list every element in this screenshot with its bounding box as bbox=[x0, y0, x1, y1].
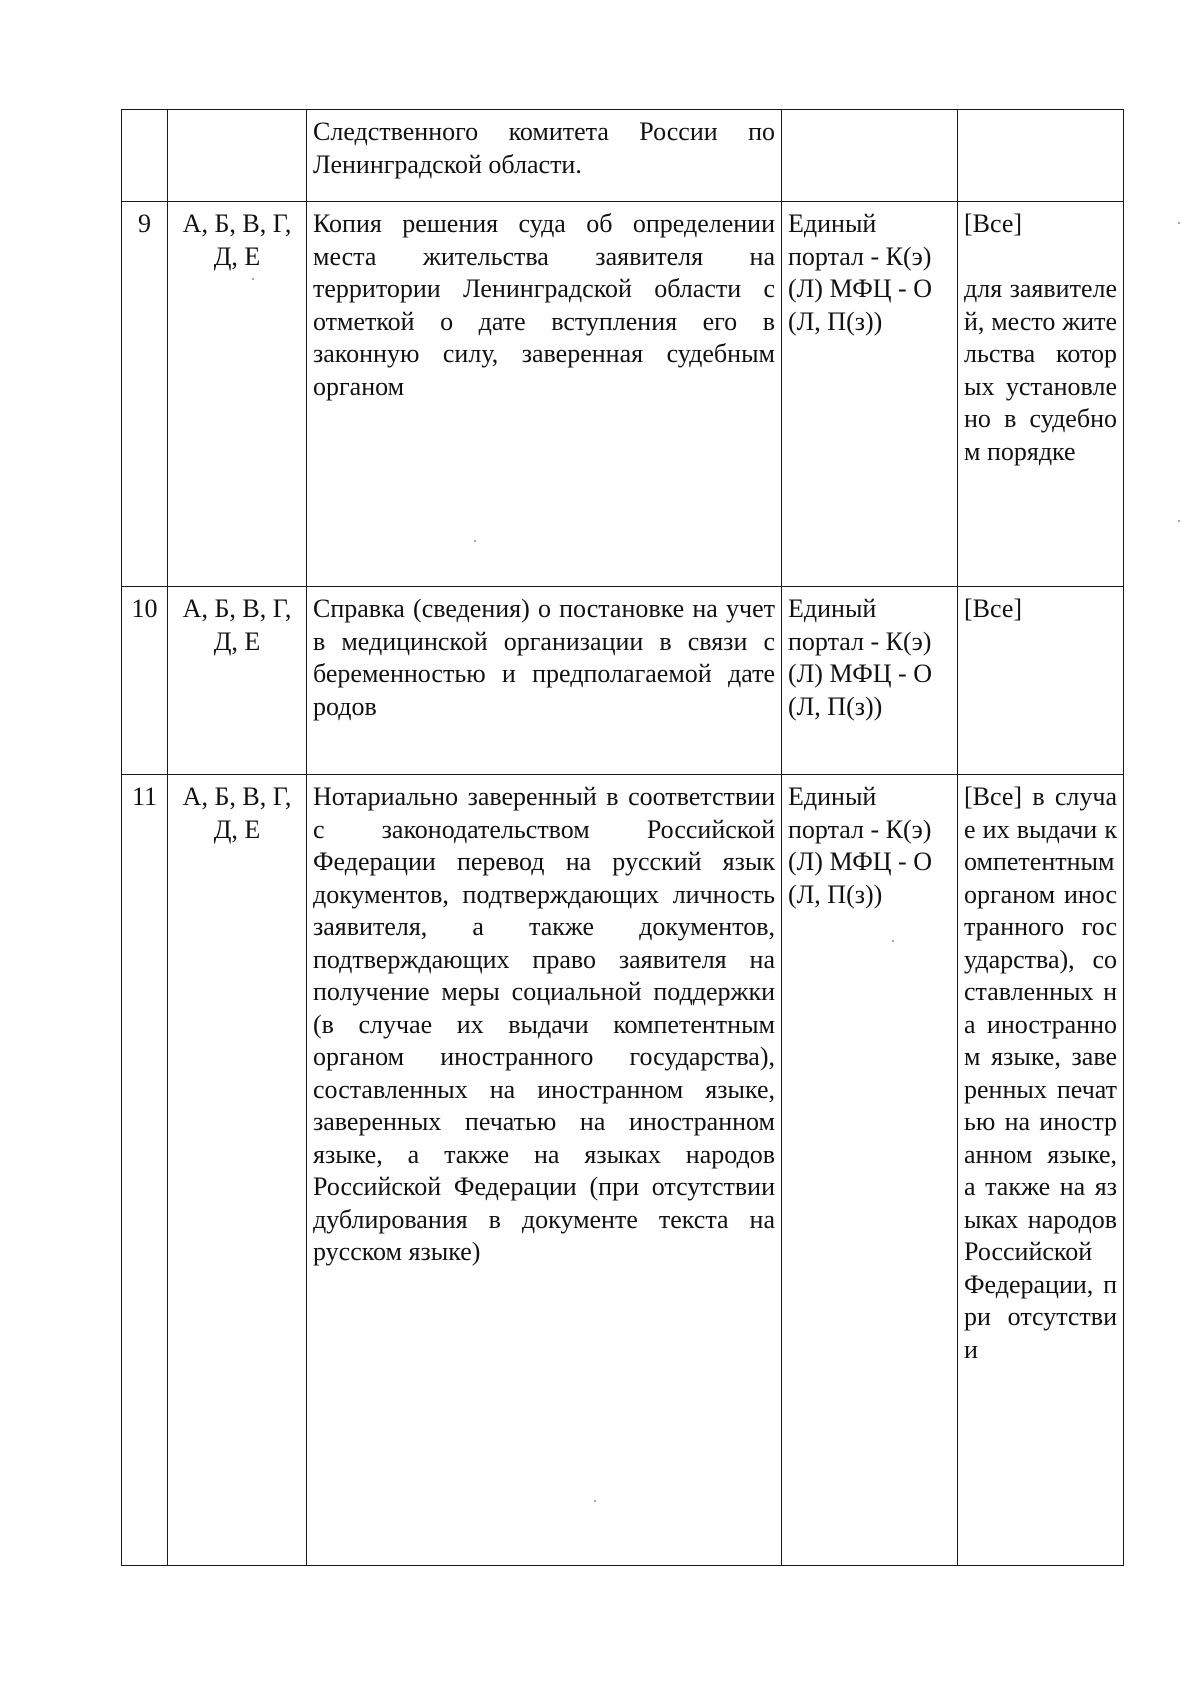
table-row bbox=[122, 110, 1124, 202]
row-source-cell bbox=[782, 775, 958, 1566]
row-categories-cell bbox=[168, 202, 307, 587]
scan-speck bbox=[892, 940, 894, 942]
row-categories-cell bbox=[168, 775, 307, 1566]
row-categories: А, Б, В, Г, Д, Е bbox=[182, 594, 292, 656]
note-gap bbox=[964, 241, 1117, 274]
row-categories-cell bbox=[168, 110, 307, 202]
source-text: Единый портал - К(э) (Л) МФЦ - О (Л, П(з)) bbox=[788, 209, 932, 336]
row-note-cell bbox=[958, 587, 1124, 775]
table-row bbox=[122, 775, 1124, 1566]
document-text: Справка (сведения) о постановке на учет в медицинской организации в связи с беременностью и предполагаемой дате родов bbox=[313, 594, 775, 721]
row-document-cell bbox=[307, 202, 782, 587]
row-note-cell bbox=[958, 775, 1124, 1566]
row-source-cell bbox=[782, 587, 958, 775]
scan-speck bbox=[474, 540, 476, 542]
scan-speck bbox=[1178, 520, 1180, 522]
row-document-cell bbox=[307, 587, 782, 775]
document-text: Следственного комитета России по Ленинградской области. bbox=[313, 117, 775, 179]
row-source-cell bbox=[782, 110, 958, 202]
row-number-cell bbox=[122, 202, 168, 587]
row-number: 11 bbox=[131, 782, 158, 811]
row-note-cell bbox=[958, 110, 1124, 202]
row-categories: А, Б, В, Г, Д, Е bbox=[182, 782, 292, 844]
row-number-cell bbox=[122, 110, 168, 202]
source-text: Единый портал - К(э) (Л) МФЦ - О (Л, П(з)) bbox=[788, 782, 932, 909]
scan-speck bbox=[1178, 222, 1180, 224]
row-number-cell bbox=[122, 587, 168, 775]
document-text: Копия решения суда об определении места жительства заявителя на территории Ленинградской области с отметкой о дате вступления его в законную силу, заверенная судебным органом bbox=[313, 209, 775, 401]
scan-speck bbox=[252, 278, 254, 280]
note-text: для заявителей, место жительства которых установлено в судебном порядке bbox=[964, 274, 1117, 466]
note-text: [Все] в случае их выдачи компетентным органом иностранного государства), составленных на иностранном языке, заверенных печатью на иностранном языке, а также на языках народов Российской Федерации, при отсутствии bbox=[964, 782, 1117, 1364]
documents-table bbox=[121, 109, 1124, 1566]
note-head: [Все] bbox=[964, 209, 1023, 238]
note-text: [Все] bbox=[964, 594, 1023, 623]
row-number-cell bbox=[122, 775, 168, 1566]
scan-speck bbox=[594, 1500, 596, 1502]
row-document-cell bbox=[307, 775, 782, 1566]
row-document-cell bbox=[307, 110, 782, 202]
table-row bbox=[122, 587, 1124, 775]
row-number: 10 bbox=[131, 594, 158, 623]
row-categories: А, Б, В, Г, Д, Е bbox=[182, 209, 292, 271]
source-text: Единый портал - К(э) (Л) МФЦ - О (Л, П(з)) bbox=[788, 594, 932, 721]
row-categories-cell bbox=[168, 587, 307, 775]
row-source-cell bbox=[782, 202, 958, 587]
table-row bbox=[122, 202, 1124, 587]
row-note-cell bbox=[958, 202, 1124, 587]
row-number: 9 bbox=[138, 209, 151, 238]
document-text: Нотариально заверенный в соответствии с законодательством Российской Федерации перевод на русский язык документов, подтверждающих личность заявителя, а также документов, подтверждающих право заявителя на получение меры социальной поддержки (в случае их выдачи компетентным органом иностранного государства), составленных на иностранном языке, заверенных печатью на иностранном языке, а также на языках народов Российской Федерации (при отсутствии дублирования в документе текста на русском языке) bbox=[313, 782, 775, 1266]
